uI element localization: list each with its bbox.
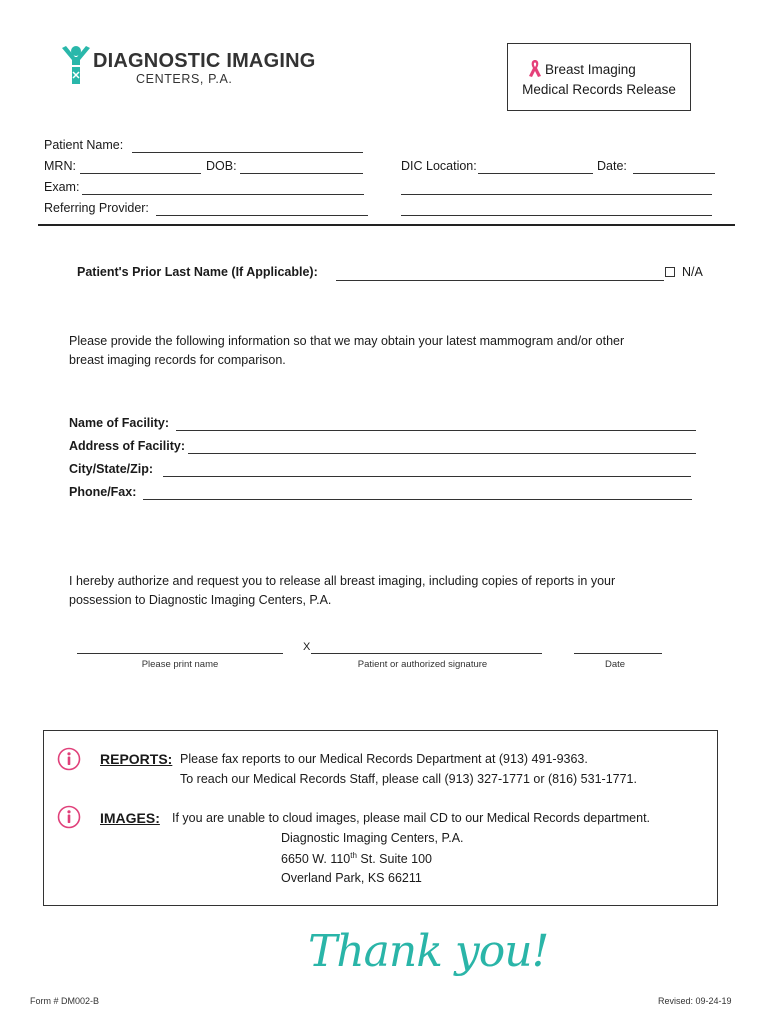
dic-location-label: DIC Location: [401,159,477,173]
referring-provider-label: Referring Provider: [44,201,149,215]
referring-provider-field[interactable] [156,215,368,216]
logo-subname: CENTERS, P.A. [136,72,233,86]
title-line1-text: Breast Imaging [545,62,636,77]
signature-date-caption: Date [604,659,626,670]
dob-field[interactable] [240,173,363,174]
prior-last-name-field[interactable] [336,280,664,281]
city-state-zip-label: City/State/Zip: [69,462,154,476]
logo-name: DIAGNOSTIC IMAGING [93,50,316,72]
facility-name-label: Name of Facility: [69,416,170,430]
images-line1: If you are unable to cloud images, please mail CD to our Medical Records department. [172,811,651,825]
mail-address-line1: Diagnostic Imaging Centers, P.A. [281,831,464,845]
mail-address-line3: Overland Park, KS 66211 [281,871,422,885]
print-name-field[interactable] [77,653,283,654]
na-checkbox[interactable] [665,267,675,277]
patient-name-label: Patient Name: [44,138,124,152]
signature-caption: Patient or authorized signature [357,659,488,670]
na-label: N/A [682,265,703,279]
form-title-line2: Medical Records Release [522,82,676,97]
signature-x-mark: X [303,641,311,653]
thank-you-script: Thank you! [308,926,549,977]
instructions-line2: breast imaging records for comparison. [69,353,286,367]
print-name-caption: Please print name [141,659,219,670]
dic-location-field[interactable] [478,173,593,174]
form-title-line1 [528,58,636,78]
authorization-line1: I hereby authorize and request you to release all breast imaging, including copies of reports in your [69,574,616,588]
date-label: Date: [597,159,627,173]
header-divider [38,224,735,226]
images-label: IMAGES: [100,810,160,826]
city-state-zip-field[interactable] [163,476,691,477]
form-number: Form # DM002-B [30,996,100,1006]
address-ordinal: th [350,851,357,860]
figure-logo-icon [60,44,92,90]
signature-date-field[interactable] [574,653,662,654]
prior-last-name-label [77,265,318,279]
phone-fax-field[interactable] [143,499,692,500]
info-box [43,730,718,906]
mrn-label: MRN: [44,159,76,173]
revised-date: Revised: 09-24-19 [658,996,732,1006]
pink-ribbon-icon [528,58,542,78]
mail-address-line2 [281,851,432,866]
facility-address-label: Address of Facility: [69,439,185,453]
patient-name-field[interactable] [132,152,363,153]
exam-label: Exam: [44,180,80,194]
facility-address-field[interactable] [188,453,696,454]
exam-field[interactable] [82,194,364,195]
info-icon [57,805,81,829]
facility-name-field[interactable] [176,430,696,431]
reports-label: REPORTS: [100,751,173,767]
company-logo [60,44,316,94]
address-street-number: 6650 W. 110 [281,852,351,867]
dob-label: DOB: [206,159,237,173]
address-street-rest: St. Suite 100 [356,852,432,867]
authorization-line2: possession to Diagnostic Imaging Centers, P.A. [69,593,332,607]
reports-line2: To reach our Medical Records Staff, please call (913) 327-1771 or (816) 531-1771. [180,772,637,786]
date-field[interactable] [633,173,715,174]
prior-last-name-text: Patient's Prior Last Name (If Applicable): [77,265,318,279]
mrn-field[interactable] [80,173,201,174]
instructions-line1: Please provide the following information so that we may obtain your latest mammogram and/or other [69,334,625,348]
info-icon [57,747,81,771]
phone-fax-label: Phone/Fax: [69,485,137,499]
dic-extra-line-1[interactable] [401,194,712,195]
reports-line1: Please fax reports to our Medical Records Department at (913) 491-9363. [180,752,588,766]
signature-field[interactable] [311,653,542,654]
dic-extra-line-2[interactable] [401,215,712,216]
form-title-box [507,43,691,111]
